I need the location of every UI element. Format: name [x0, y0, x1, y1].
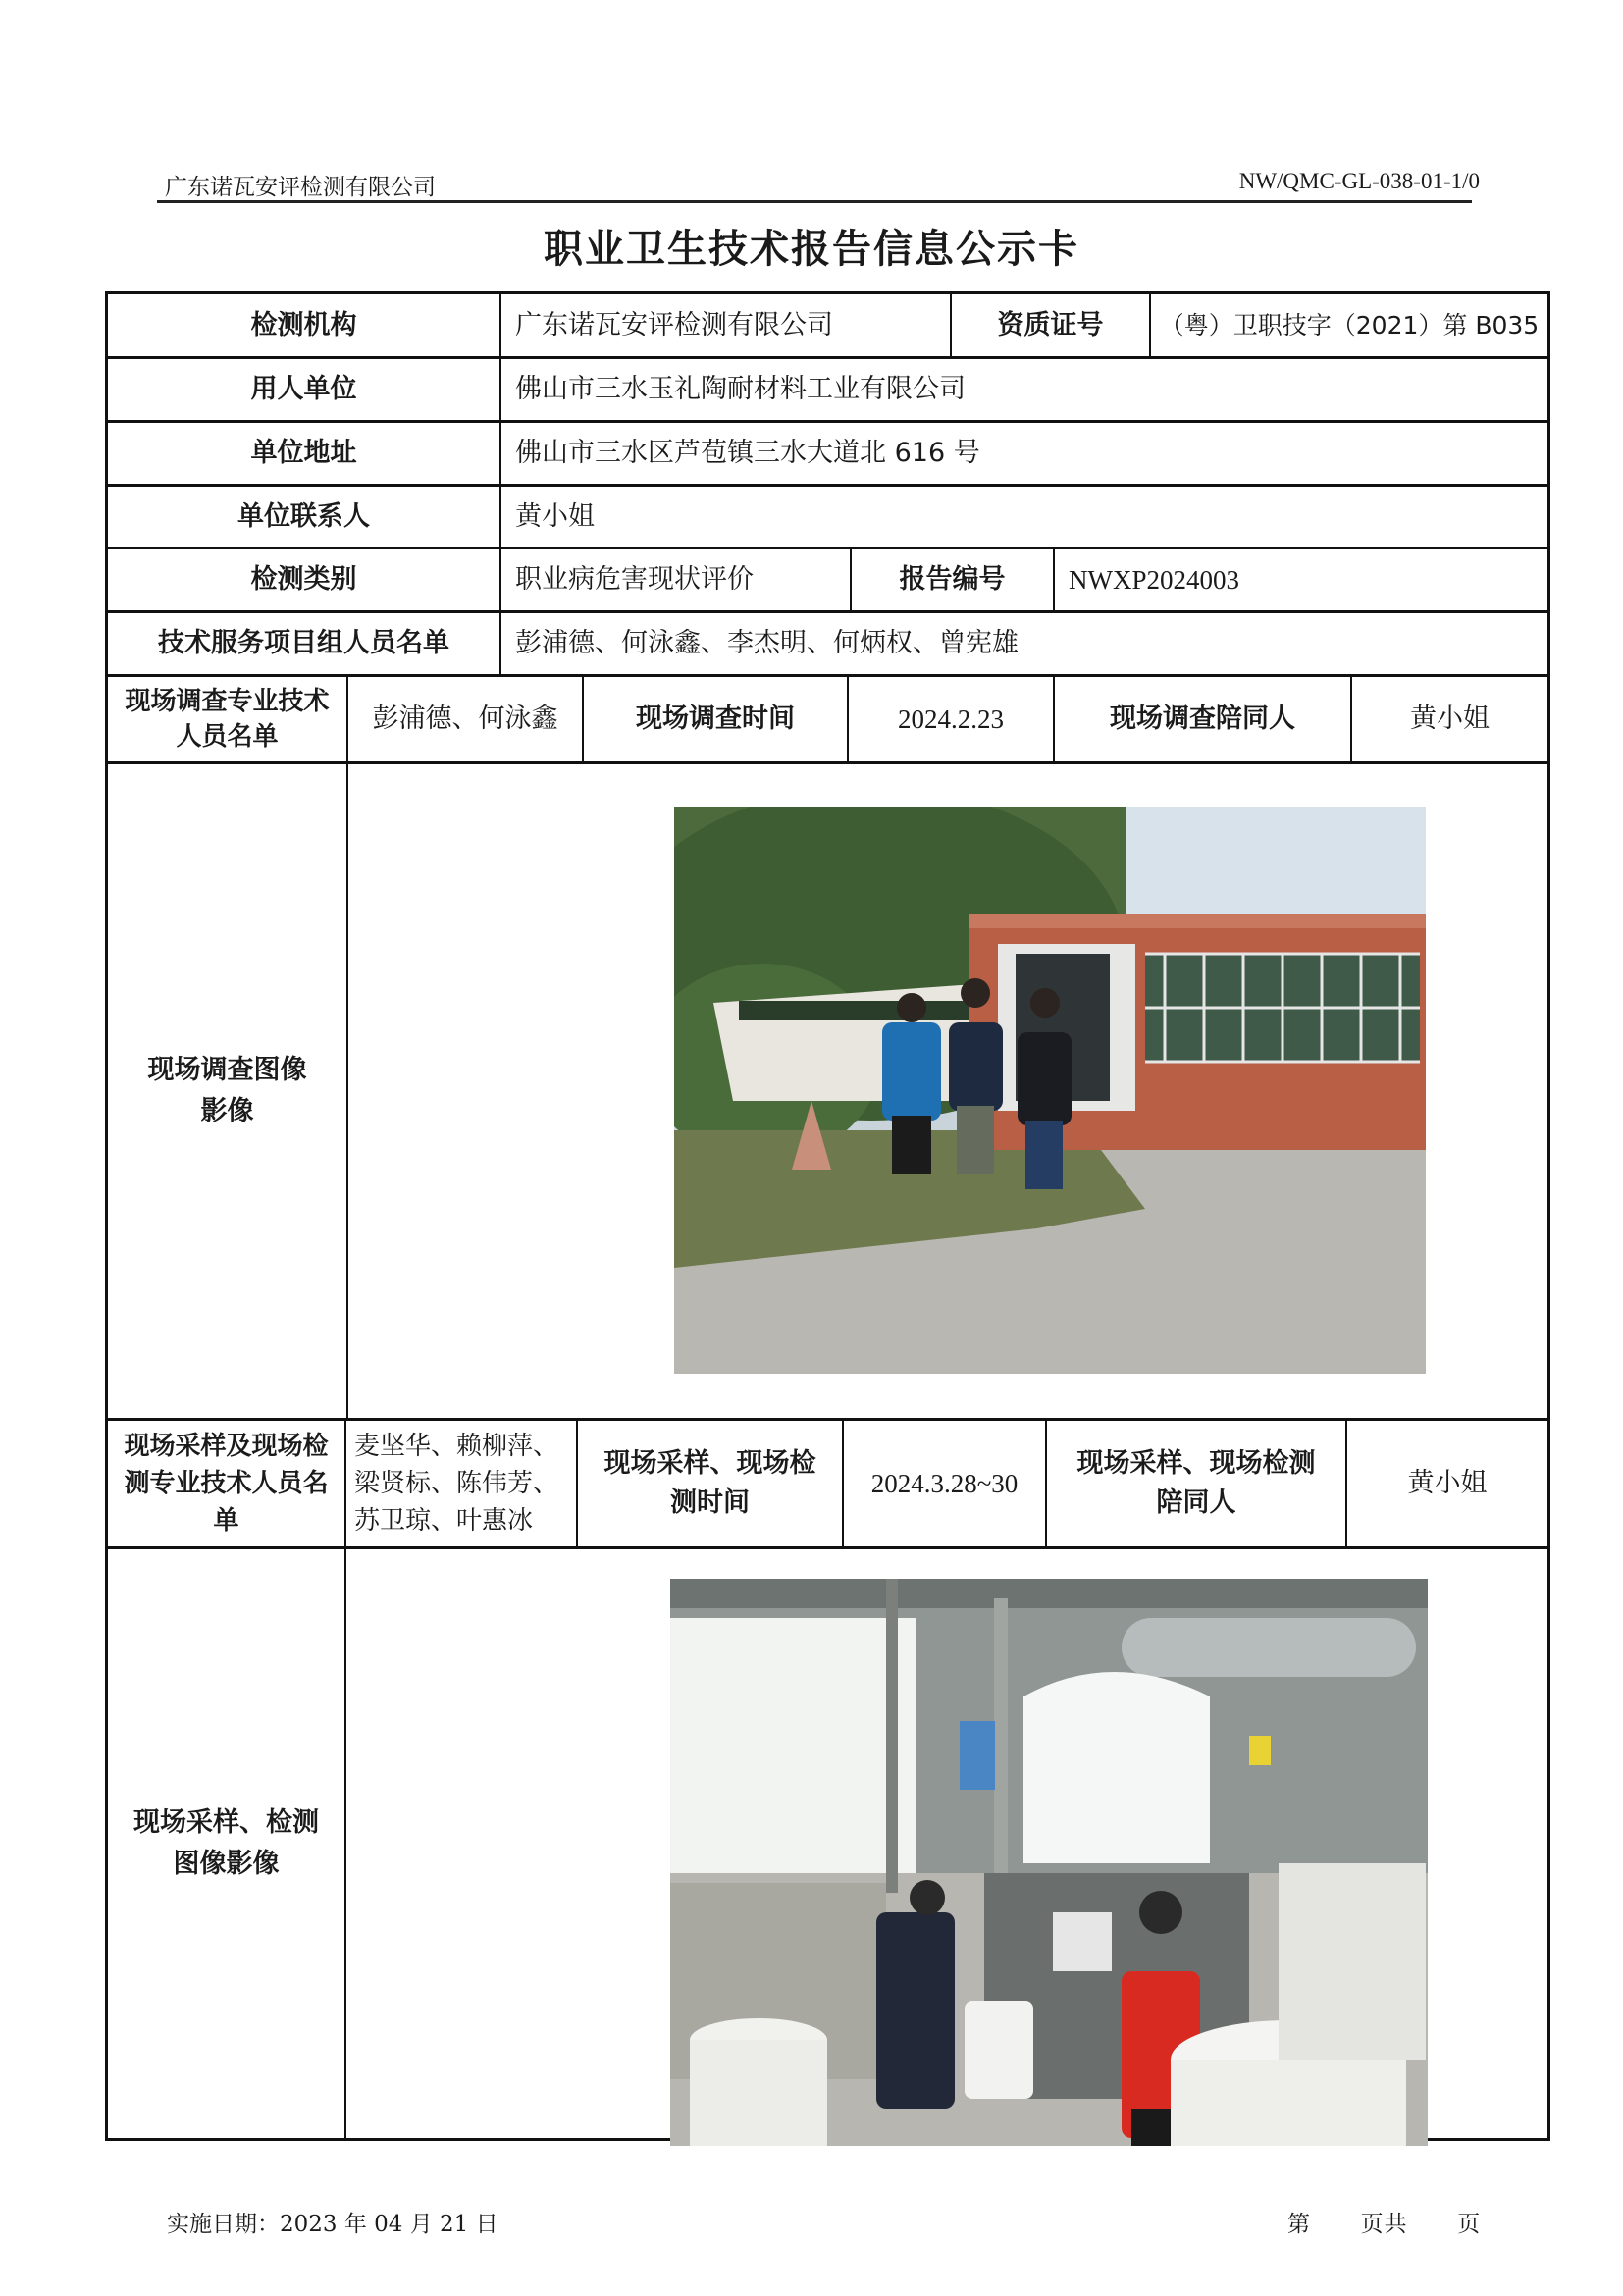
survey-photo	[674, 807, 1426, 1374]
page-mid: 页共	[1360, 2212, 1408, 2237]
header-divider	[157, 200, 1472, 203]
survey-companion-value: 黄小姐	[1352, 677, 1547, 764]
agency-value: 广东诺瓦安评检测有限公司	[501, 294, 952, 359]
survey-staff-label: 现场调查专业技术人员名单	[108, 677, 348, 764]
employer-label: 用人单位	[108, 359, 501, 423]
header-company: 广东诺瓦安评检测有限公司	[165, 175, 436, 200]
category-label: 检测类别	[108, 549, 501, 613]
report-no-value: NWXP2024003	[1055, 549, 1547, 613]
contact-label: 单位联系人	[108, 487, 501, 549]
address-value: 佛山市三水区芦苞镇三水大道北 616 号	[501, 423, 1547, 487]
cert-label: 资质证号	[952, 294, 1151, 359]
sampling-photo-label: 现场采样、检测图像影像	[108, 1549, 346, 2138]
page-suffix: 页	[1457, 2212, 1482, 2237]
survey-time-label: 现场调查时间	[584, 677, 849, 764]
page-number	[1287, 2206, 1481, 2238]
sampling-photo	[670, 1579, 1428, 2146]
address-label: 单位地址	[108, 423, 501, 487]
survey-staff-value: 彭浦德、何泳鑫	[348, 677, 584, 764]
info-table	[105, 291, 1550, 2141]
team-label: 技术服务项目组人员名单	[108, 613, 501, 677]
sampling-staff-label: 现场采样及现场检测专业技术人员名单	[108, 1421, 346, 1549]
contact-value: 黄小姐	[501, 487, 1547, 549]
page-prefix: 第	[1287, 2212, 1311, 2237]
survey-time-value: 2024.2.23	[849, 677, 1055, 764]
team-value: 彭浦德、何泳鑫、李杰明、何炳权、曾宪雄	[501, 613, 1547, 677]
sampling-staff-value: 麦坚华、赖柳萍、梁贤标、陈伟芳、苏卫琼、叶惠冰	[346, 1421, 578, 1549]
effective-date: 实施日期：2023 年 04 月 21 日	[167, 2212, 498, 2237]
sampling-companion-label: 现场采样、现场检测陪同人	[1047, 1421, 1347, 1549]
page-title: 职业卫生技术报告信息公示卡	[544, 227, 1079, 272]
survey-companion-label: 现场调查陪同人	[1055, 677, 1352, 764]
sampling-time-label: 现场采样、现场检测时间	[578, 1421, 844, 1549]
report-no-label: 报告编号	[852, 549, 1055, 613]
employer-value: 佛山市三水玉礼陶耐材料工业有限公司	[501, 359, 1547, 423]
sampling-time-value: 2024.3.28~30	[844, 1421, 1047, 1549]
agency-label: 检测机构	[108, 294, 501, 359]
survey-photo-label: 现场调查图像影像	[108, 764, 348, 1421]
category-value: 职业病危害现状评价	[501, 549, 852, 613]
sampling-photo-cell	[346, 1549, 1547, 2138]
sampling-companion-value: 黄小姐	[1347, 1421, 1547, 1549]
survey-photo-cell	[348, 764, 1547, 1421]
cert-value: （粤）卫职技字（2021）第 B035	[1151, 294, 1547, 359]
header-doc-code: NW/QMC-GL-038-01-1/0	[1238, 169, 1480, 193]
